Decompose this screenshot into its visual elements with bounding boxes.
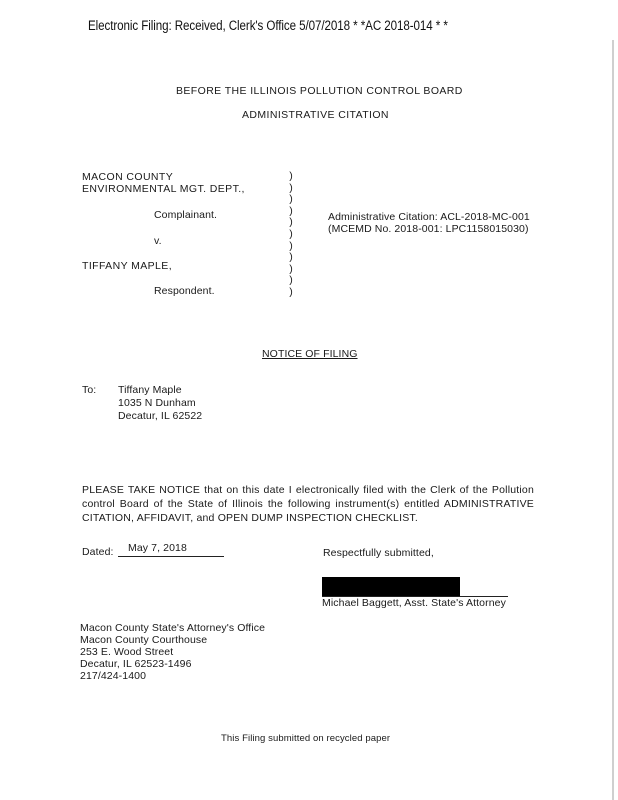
caption-paren: ) <box>289 274 293 287</box>
caption-paren: ) <box>289 239 293 252</box>
complainant-role: Complainant. <box>154 209 218 221</box>
complainant-name-line2: ENVIRONMENTAL MGT. DEPT., <box>82 183 245 195</box>
addressee-city: Decatur, IL 62522 <box>118 410 203 422</box>
redacted-signature <box>322 577 460 597</box>
notice-title: NOTICE OF FILING <box>262 348 358 360</box>
signer-name: Michael Baggett, Asst. State's Attorney <box>322 597 506 609</box>
office-line3: 253 E. Wood Street <box>80 646 174 658</box>
caption-paren: ) <box>289 181 293 194</box>
dated-value: May 7, 2018 <box>128 542 187 554</box>
to-label: To: <box>82 384 97 396</box>
caption-paren: ) <box>289 227 293 240</box>
scan-edge <box>612 40 614 800</box>
filing-stamp: Electronic Filing: Received, Clerk's Office 5/07/2018 * *AC 2018-014 * * <box>88 18 448 33</box>
versus-label: v. <box>154 235 162 247</box>
citation-type-heading: ADMINISTRATIVE CITATION <box>242 109 389 121</box>
notice-paragraph: PLEASE TAKE NOTICE that on this date I electronically filed with the Clerk of the Pollution control Board of the State of Illinois the following instrument(s) entitled ADMINISTRATIVE CITATION, AFFIDAVIT, and OPEN DUMP INSPECTION CHECKLIST. <box>82 484 534 524</box>
office-phone: 217/424-1400 <box>80 670 147 682</box>
dated-label: Dated: <box>82 546 114 558</box>
office-line1: Macon County State's Attorney's Office <box>80 622 266 634</box>
office-line2: Macon County Courthouse <box>80 634 208 646</box>
respondent-role: Respondent. <box>154 285 215 297</box>
caption-paren: ) <box>289 170 293 182</box>
board-heading: BEFORE THE ILLINOIS POLLUTION CONTROL BOARD <box>176 85 463 97</box>
caption-paren: ) <box>289 251 293 264</box>
mcemd-number: (MCEMD No. 2018-001: LPC1158015030) <box>328 223 529 235</box>
caption-paren: ) <box>289 216 293 229</box>
recycled-paper-footer: This Filing submitted on recycled paper <box>221 733 391 744</box>
caption-paren: ) <box>289 285 293 298</box>
date-underline <box>118 556 224 557</box>
addressee-name: Tiffany Maple <box>118 384 182 396</box>
respectfully-submitted: Respectfully submitted, <box>323 547 434 559</box>
office-line4: Decatur, IL 62523-1496 <box>80 658 192 670</box>
respondent-name: TIFFANY MAPLE, <box>82 260 173 272</box>
caption-parentheses <box>286 171 296 299</box>
complainant-name-line1: MACON COUNTY <box>82 171 174 183</box>
caption-paren: ) <box>289 262 293 275</box>
citation-number: Administrative Citation: ACL-2018-MC-001 <box>328 211 530 223</box>
caption-paren: ) <box>289 204 293 217</box>
addressee-street: 1035 N Dunham <box>118 397 196 409</box>
caption-paren: ) <box>289 193 293 206</box>
